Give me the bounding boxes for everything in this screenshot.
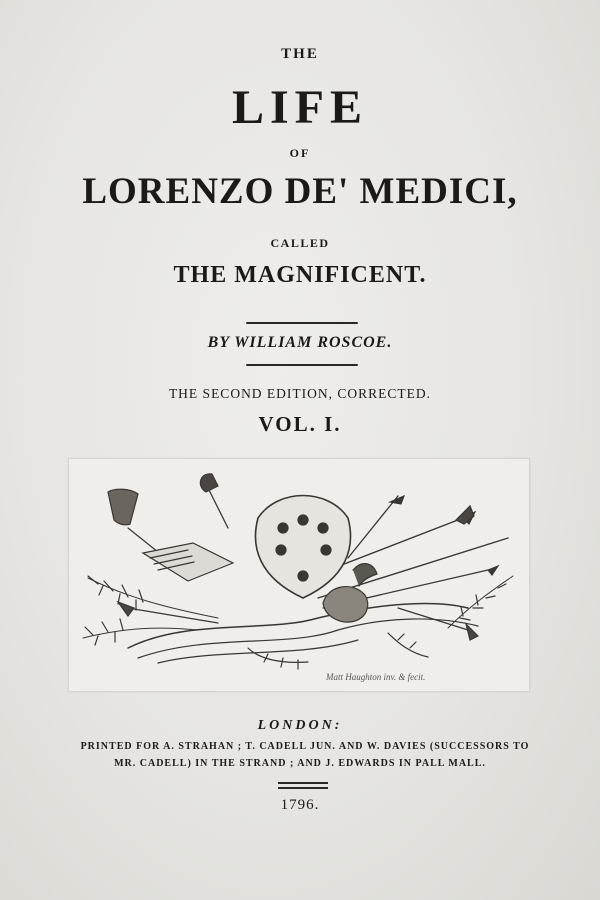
title-epithet: THE MAGNIFICENT. [173, 262, 427, 288]
title-article: THE [281, 46, 319, 62]
imprint-line-1: PRINTED FOR A. STRAHAN ; T. CADELL JUN. AND W. DAVIES (SUCCESSORS TO [80, 741, 530, 752]
title-called: CALLED [270, 236, 330, 250]
engraver-credit: Matt Haughton inv. & fecit. [326, 672, 426, 682]
title-of: OF [289, 146, 311, 160]
imprint-year: 1796. [280, 797, 320, 813]
author-line: BY WILLIAM ROSCOE. [207, 334, 393, 351]
imprint-rule-upper [278, 782, 328, 784]
imprint-line-2: MR. CADELL) IN THE STRAND ; AND J. EDWARDS IN PALL MALL. [114, 758, 486, 769]
volume-line: VOL. I. [258, 412, 342, 436]
title-subject-name: LORENZO DE' MEDICI, [82, 171, 518, 212]
divider-rule-top [246, 322, 358, 324]
imprint-city: LONDON: [257, 718, 343, 733]
imprint-rule-lower [278, 787, 328, 789]
vignette-engraving [68, 458, 530, 692]
title-main: LIFE [231, 81, 369, 134]
edition-line: THE SECOND EDITION, CORRECTED. [168, 386, 432, 401]
trophy-of-arms-illustration [68, 458, 530, 692]
divider-rule-bottom [246, 364, 358, 366]
